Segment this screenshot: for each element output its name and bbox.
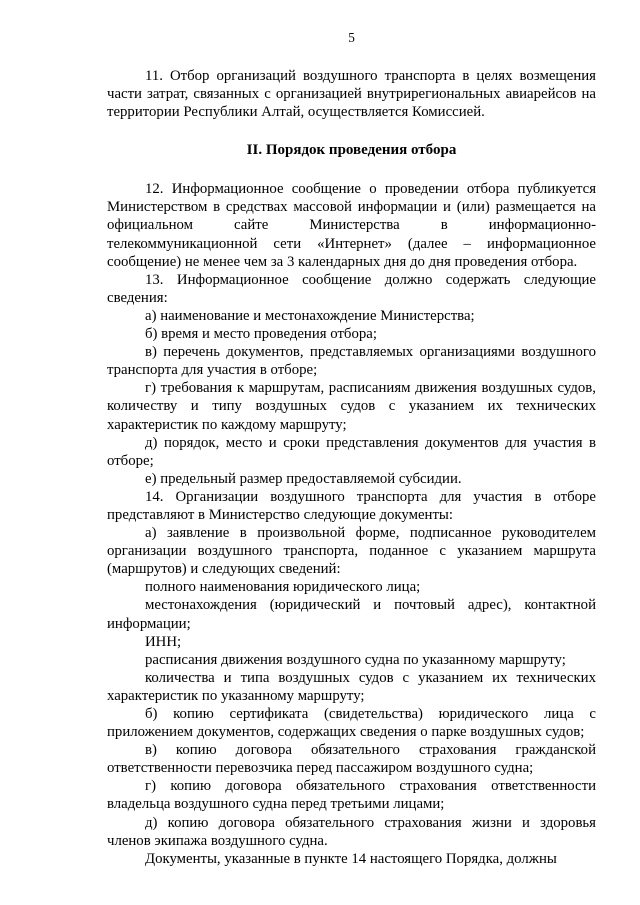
list-item-13g: г) требования к маршрутам, расписаниям движения воздушных судов, количеству и типу воздушных судов с указанием их технических характеристик по каждому маршруту; [107,380,596,433]
sub-item-full-name: полного наименования юридического лица; [145,579,421,596]
page-number: 5 [348,30,355,45]
paragraph-13: 13. Информационное сообщение должно содержать следующие сведения: [107,271,596,306]
paragraph-documents: Документы, указанные в пункте 14 настоящего Порядка, должны [145,850,557,867]
paragraph-11: 11. Отбор организаций воздушного транспорта в целях возмещения части затрат, связанных с организацией внутрирегиональных авиарейсов на территории Республики Алтай, осуществляется Комиссией. [107,68,596,121]
paragraph-14: 14. Организации воздушного транспорта для участия в отборе представляют в Министерство следующие документы: [107,488,596,523]
paragraph-12: 12. Информационное сообщение о проведении отбора публикуется Министерством в средствах массовой информации и (или) размещается на официальном сайте Министерства в информационно-телекоммуникационной сети «Интернет» (далее – информационное сообщение) не менее чем за 3 календарных дня до дня проведения отбора. [107,181,596,270]
list-item-14g: г) копию договора обязательного страхования ответственности владельца воздушного судна перед третьими лицами; [107,778,596,813]
sub-item-aircraft: количества и типа воздушных судов с указанием их технических характеристик по указанному маршруту; [107,669,596,704]
list-item-14b: б) копию сертификата (свидетельства) юридического лица с приложением документов, содержащих сведения о парке воздушных судов; [107,706,596,741]
list-item-13b: б) время и место проведения отбора; [145,326,377,343]
section-title: II. Порядок проведения отбора [246,142,457,159]
sub-item-inn: ИНН; [145,633,182,650]
list-item-14v: в) копию договора обязательного страхования гражданской ответственности перевозчика перед пассажиром воздушного судна; [107,742,596,777]
list-item-13d: д) порядок, место и сроки представления документов для участия в отборе; [107,434,596,469]
sub-item-schedule: расписания движения воздушного судна по указанному маршруту; [145,651,566,668]
list-item-13v: в) перечень документов, представляемых организациями воздушного транспорта для участия в отборе; [107,344,596,379]
list-item-14d: д) копию договора обязательного страхования жизни и здоровья членов экипажа воздушного судна. [107,814,596,849]
list-item-14a: а) заявление в произвольной форме, подписанное руководителем организации воздушного транспорта, поданное с указанием маршрута (маршрутов) и следующих сведений: [107,525,596,578]
list-item-13e: е) предельный размер предоставляемой субсидии. [145,470,462,487]
list-item-13a: а) наименование и местонахождение Министерства; [145,307,475,324]
sub-item-location: местонахождения (юридический и почтовый адрес), контактной информации; [107,597,596,632]
